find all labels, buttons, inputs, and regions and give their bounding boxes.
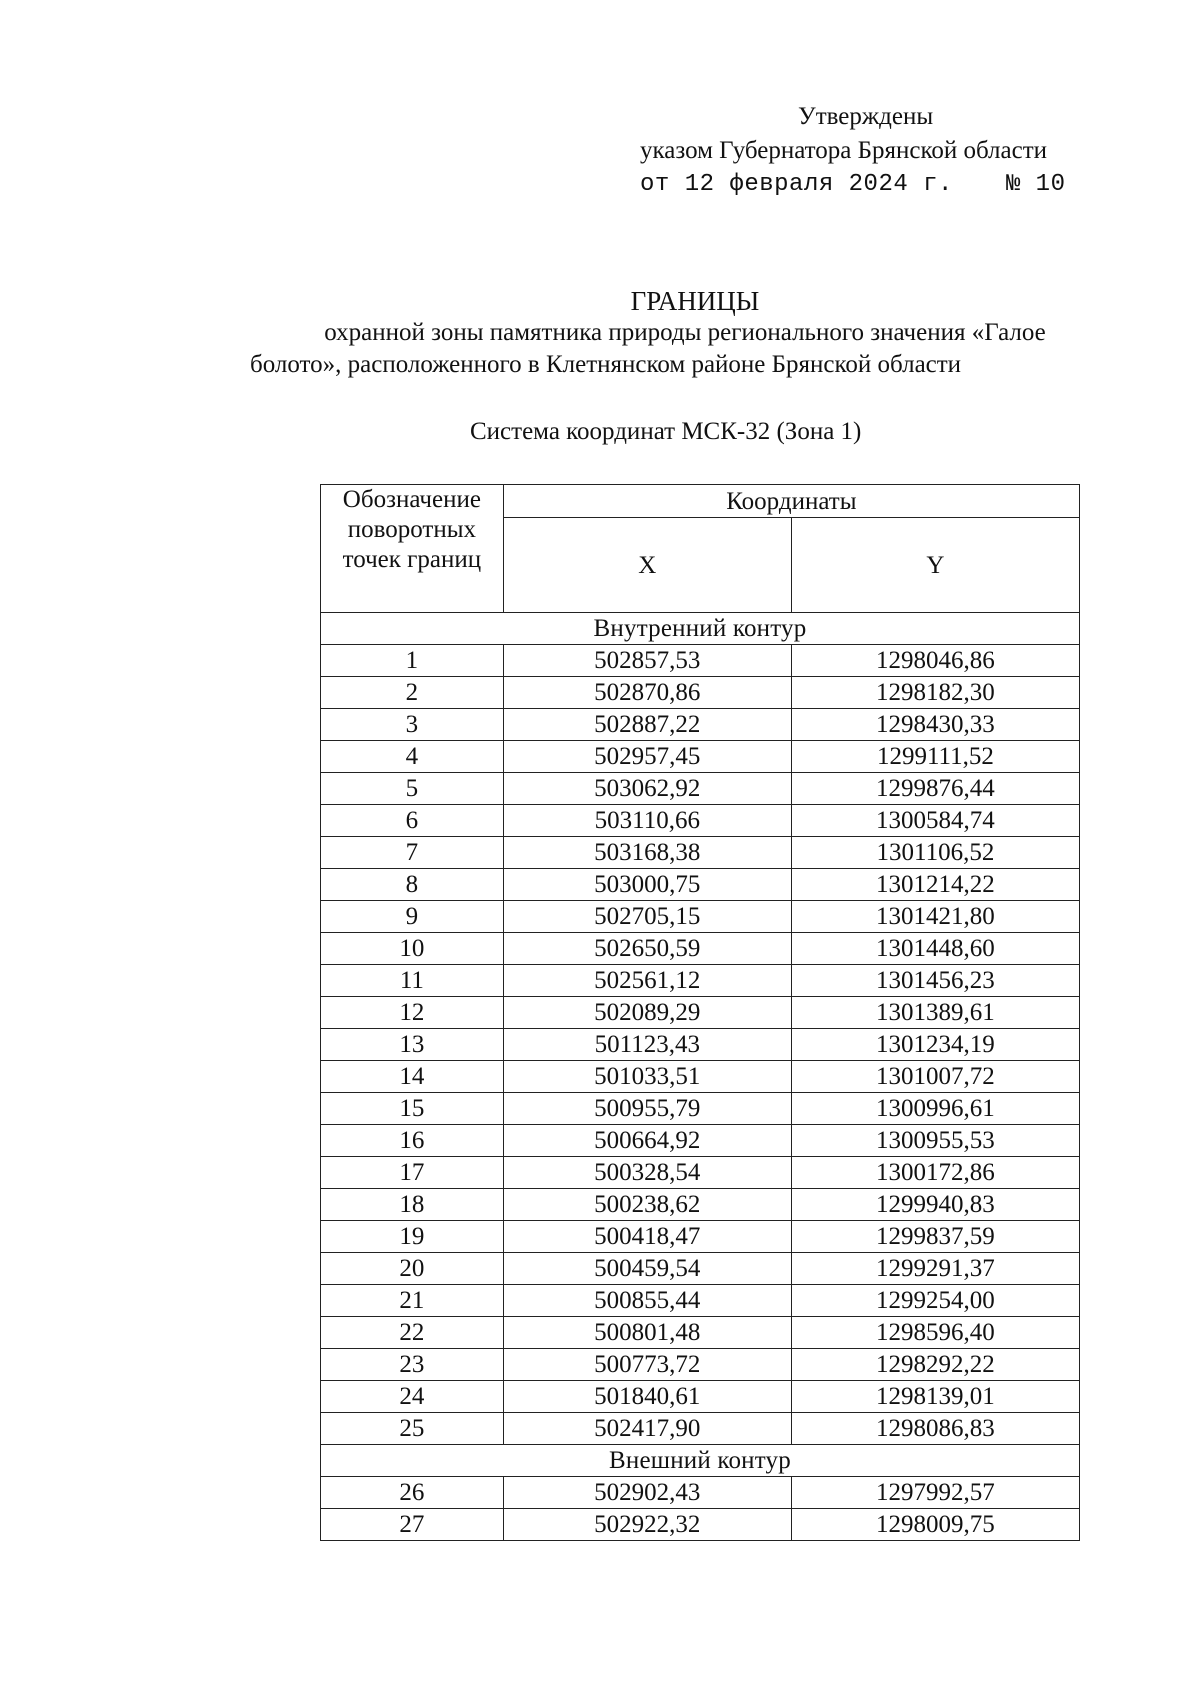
y-coordinate-cell: 1298596,40 (791, 1317, 1079, 1349)
point-label-header: Обозначение поворотных точек границ (321, 485, 504, 613)
point-number-cell: 3 (321, 709, 504, 741)
point-number-cell: 25 (321, 1413, 504, 1445)
document-title (250, 285, 1100, 381)
table-row (321, 1061, 1080, 1093)
y-coordinate-cell: 1298046,86 (791, 645, 1079, 677)
x-coordinate-cell: 500855,44 (503, 1285, 791, 1317)
y-coordinate-cell: 1298139,01 (791, 1381, 1079, 1413)
table-row (321, 901, 1080, 933)
table-row (321, 1381, 1080, 1413)
point-number-cell: 14 (321, 1061, 504, 1093)
table-row (321, 1509, 1080, 1541)
point-number-cell: 13 (321, 1029, 504, 1061)
table-row (321, 1125, 1080, 1157)
x-coordinate-cell: 503062,92 (503, 773, 791, 805)
y-coordinate-cell: 1301106,52 (791, 837, 1079, 869)
point-number-cell: 12 (321, 997, 504, 1029)
table-row (321, 805, 1080, 837)
point-number-cell: 9 (321, 901, 504, 933)
point-number-cell: 24 (321, 1381, 504, 1413)
point-number-cell: 17 (321, 1157, 504, 1189)
point-number-cell: 26 (321, 1477, 504, 1509)
x-coordinate-cell: 502561,12 (503, 965, 791, 997)
table-row (321, 677, 1080, 709)
coordinate-system: Система координат МСК-32 (Зона 1) (470, 418, 862, 445)
x-coordinate-cell: 500801,48 (503, 1317, 791, 1349)
y-coordinate-cell: 1298430,33 (791, 709, 1079, 741)
point-number-cell: 8 (321, 869, 504, 901)
point-number-cell: 1 (321, 645, 504, 677)
table-row (321, 1221, 1080, 1253)
coordinates-table (320, 484, 1080, 1541)
x-coordinate-cell: 502870,86 (503, 677, 791, 709)
x-coordinate-cell: 502922,32 (503, 1509, 791, 1541)
x-coordinate-cell: 503168,38 (503, 837, 791, 869)
x-coordinate-cell: 500328,54 (503, 1157, 791, 1189)
x-coordinate-cell: 502857,53 (503, 645, 791, 677)
x-header: X (503, 518, 791, 613)
table-row (321, 1349, 1080, 1381)
x-coordinate-cell: 500418,47 (503, 1221, 791, 1253)
approval-date: 12 февраля 2024 г. (684, 171, 953, 198)
point-number-cell: 16 (321, 1125, 504, 1157)
y-coordinate-cell: 1300584,74 (791, 805, 1079, 837)
approval-number: № 10 (1005, 171, 1066, 198)
section-row (321, 613, 1080, 645)
y-coordinate-cell: 1299254,00 (791, 1285, 1079, 1317)
point-number-cell: 11 (321, 965, 504, 997)
point-number-cell: 15 (321, 1093, 504, 1125)
table-row (321, 997, 1080, 1029)
x-coordinate-cell: 500664,92 (503, 1125, 791, 1157)
table-row (321, 1029, 1080, 1061)
point-number-cell: 20 (321, 1253, 504, 1285)
approval-date-line (640, 168, 1065, 202)
x-coordinate-cell: 501033,51 (503, 1061, 791, 1093)
table-row (321, 1253, 1080, 1285)
y-coordinate-cell: 1301421,80 (791, 901, 1079, 933)
table-row (321, 709, 1080, 741)
y-coordinate-cell: 1299111,52 (791, 741, 1079, 773)
y-coordinate-cell: 1298292,22 (791, 1349, 1079, 1381)
y-coordinate-cell: 1300955,53 (791, 1125, 1079, 1157)
y-coordinate-cell: 1298009,75 (791, 1509, 1079, 1541)
table-row (321, 1285, 1080, 1317)
point-number-cell: 7 (321, 837, 504, 869)
section-title: Внешний контур (321, 1445, 1080, 1477)
x-coordinate-cell: 502902,43 (503, 1477, 791, 1509)
x-coordinate-cell: 503000,75 (503, 869, 791, 901)
point-number-cell: 27 (321, 1509, 504, 1541)
table-row (321, 645, 1080, 677)
table-row (321, 773, 1080, 805)
table-row (321, 1317, 1080, 1349)
approval-line-2: указом Губернатора Брянской области (640, 137, 1048, 164)
approval-block (640, 100, 1065, 202)
table-row (321, 741, 1080, 773)
x-coordinate-cell: 502089,29 (503, 997, 791, 1029)
table-row (321, 869, 1080, 901)
point-number-cell: 5 (321, 773, 504, 805)
y-coordinate-cell: 1301448,60 (791, 933, 1079, 965)
point-number-cell: 21 (321, 1285, 504, 1317)
y-header: Y (791, 518, 1079, 613)
title-line-1: охранной зоны памятника природы регионального значения «Галое (324, 319, 1046, 346)
coordinates-group-header: Координаты (503, 485, 1079, 518)
y-coordinate-cell: 1297992,57 (791, 1477, 1079, 1509)
title-line-2: болото», расположенного в Клетнянском районе Брянской области (250, 351, 962, 378)
x-coordinate-cell: 502650,59 (503, 933, 791, 965)
table-row (321, 1189, 1080, 1221)
table-row (321, 1477, 1080, 1509)
x-coordinate-cell: 500238,62 (503, 1189, 791, 1221)
x-coordinate-cell: 503110,66 (503, 805, 791, 837)
section-row (321, 1445, 1080, 1477)
point-number-cell: 18 (321, 1189, 504, 1221)
y-coordinate-cell: 1299291,37 (791, 1253, 1079, 1285)
point-number-cell: 10 (321, 933, 504, 965)
table-row (321, 1093, 1080, 1125)
table-row (321, 1157, 1080, 1189)
x-coordinate-cell: 501123,43 (503, 1029, 791, 1061)
point-number-cell: 4 (321, 741, 504, 773)
y-coordinate-cell: 1300996,61 (791, 1093, 1079, 1125)
x-coordinate-cell: 502957,45 (503, 741, 791, 773)
point-number-cell: 23 (321, 1349, 504, 1381)
y-coordinate-cell: 1301214,22 (791, 869, 1079, 901)
y-coordinate-cell: 1301234,19 (791, 1029, 1079, 1061)
approval-date-prefix: от (640, 171, 670, 198)
y-coordinate-cell: 1299876,44 (791, 773, 1079, 805)
x-coordinate-cell: 502705,15 (503, 901, 791, 933)
approval-line-1: Утверждены (798, 103, 934, 130)
x-coordinate-cell: 502887,22 (503, 709, 791, 741)
x-coordinate-cell: 500459,54 (503, 1253, 791, 1285)
table-row (321, 1413, 1080, 1445)
point-number-cell: 19 (321, 1221, 504, 1253)
table-row (321, 965, 1080, 997)
section-title: Внутренний контур (321, 613, 1080, 645)
table-row (321, 933, 1080, 965)
y-coordinate-cell: 1299837,59 (791, 1221, 1079, 1253)
point-number-cell: 6 (321, 805, 504, 837)
y-coordinate-cell: 1301456,23 (791, 965, 1079, 997)
x-coordinate-cell: 500955,79 (503, 1093, 791, 1125)
x-coordinate-cell: 502417,90 (503, 1413, 791, 1445)
y-coordinate-cell: 1301389,61 (791, 997, 1079, 1029)
y-coordinate-cell: 1298086,83 (791, 1413, 1079, 1445)
y-coordinate-cell: 1298182,30 (791, 677, 1079, 709)
y-coordinate-cell: 1301007,72 (791, 1061, 1079, 1093)
y-coordinate-cell: 1300172,86 (791, 1157, 1079, 1189)
point-number-cell: 2 (321, 677, 504, 709)
coordinates-body (321, 613, 1080, 1541)
title-heading: ГРАНИЦЫ (630, 286, 760, 316)
point-number-cell: 22 (321, 1317, 504, 1349)
y-coordinate-cell: 1299940,83 (791, 1189, 1079, 1221)
x-coordinate-cell: 500773,72 (503, 1349, 791, 1381)
table-row (321, 837, 1080, 869)
x-coordinate-cell: 501840,61 (503, 1381, 791, 1413)
